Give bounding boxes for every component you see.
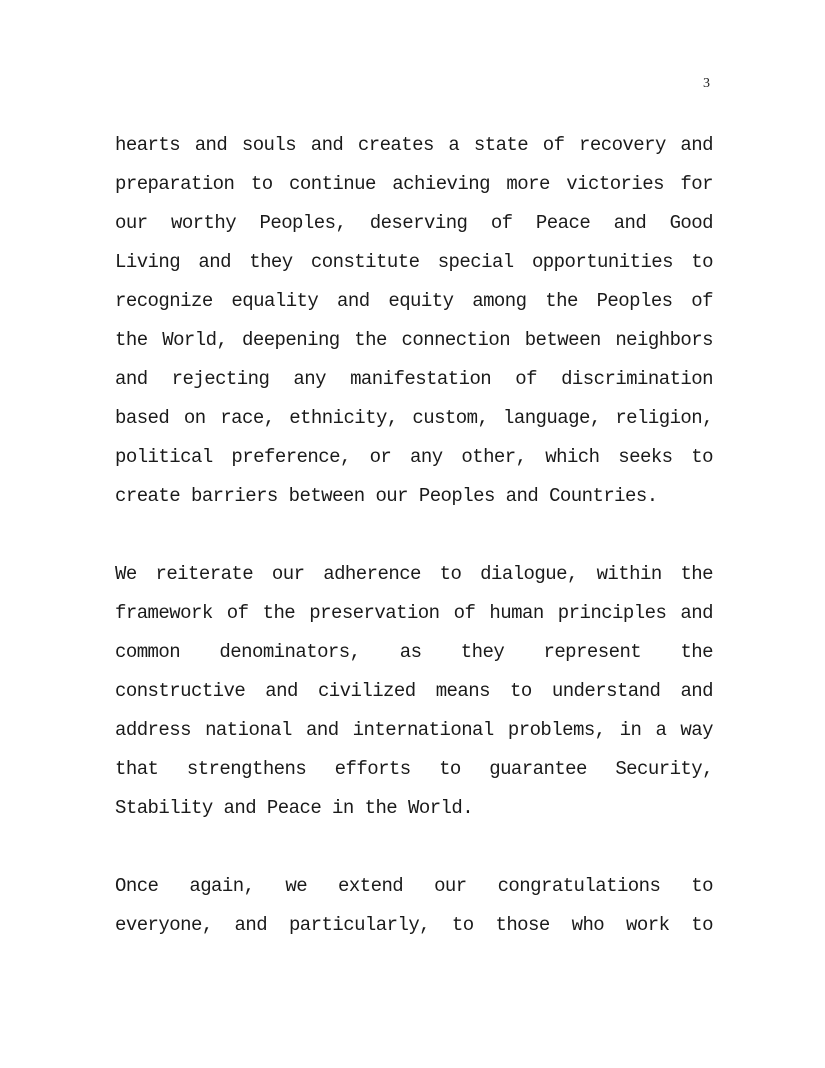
text-line: constructive and civilized means to understand and (115, 680, 713, 702)
paragraph-2 (115, 559, 713, 832)
paragraph-3 (115, 871, 713, 949)
text-line: everyone, and particularly, to those who work to (115, 914, 713, 936)
text-line: hearts and souls and creates a state of recovery and (115, 134, 713, 156)
text-line: political preference, or any other, which seeks to (115, 446, 713, 468)
text-line: Once again, we extend our congratulations to (115, 875, 713, 897)
text-line: based on race, ethnicity, custom, language, religion, (115, 407, 713, 429)
text-line: our worthy Peoples, deserving of Peace and Good (115, 212, 713, 234)
text-line: that strengthens efforts to guarantee Security, (115, 758, 713, 780)
text-line: Stability and Peace in the World. (115, 797, 474, 819)
page-number: 3 (703, 76, 710, 91)
text-line: the World, deepening the connection between neighbors (115, 329, 713, 351)
text-line: create barriers between our Peoples and Countries. (115, 485, 658, 507)
text-line: Living and they constitute special opportunities to (115, 251, 713, 273)
document-body (115, 130, 713, 988)
text-line: framework of the preservation of human principles and (115, 602, 713, 624)
paragraph-1 (115, 130, 713, 520)
text-line: common denominators, as they represent the (115, 641, 713, 663)
text-line: and rejecting any manifestation of discrimination (115, 368, 713, 390)
text-line: recognize equality and equity among the Peoples of (115, 290, 713, 312)
text-line: preparation to continue achieving more victories for (115, 173, 713, 195)
text-line: We reiterate our adherence to dialogue, within the (115, 563, 713, 585)
text-line: address national and international problems, in a way (115, 719, 713, 741)
